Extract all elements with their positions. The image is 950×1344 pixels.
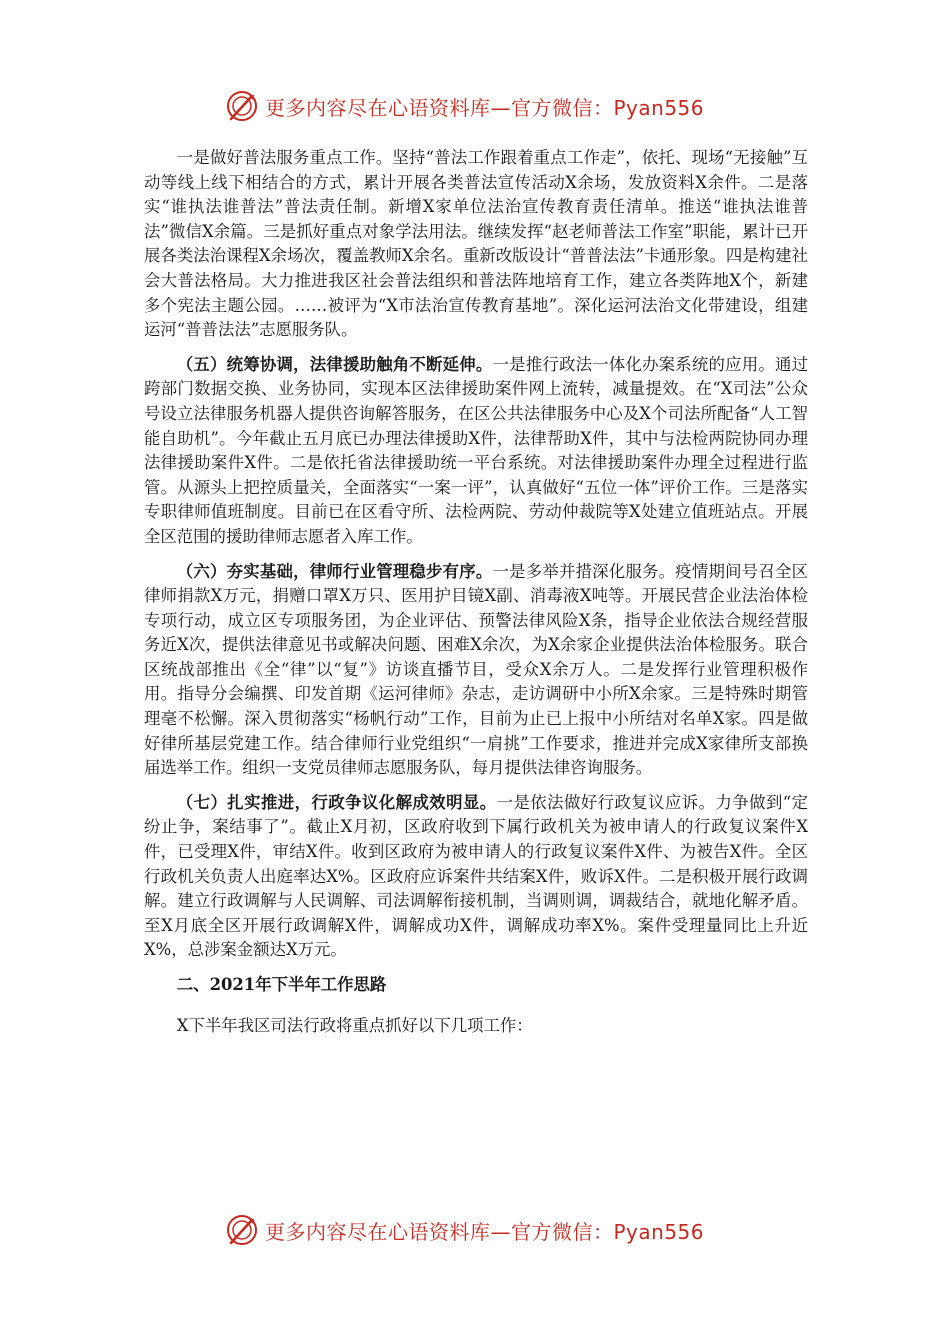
document-body xyxy=(144,146,808,1038)
section-intro: X下半年我区司法行政将重点抓好以下几项工作： xyxy=(176,1015,533,1035)
paragraph-text: 一是做好普法服务重点工作。坚持“普法工作跟着重点工作走”，依托、现场“无接触”互动等线上线下相结合的方式，累计开展各类普法宣传活动X余场，发放资料X余件。二是落实“谁执法谁普法”普法责任制。新增X家单位法治宣传教育责任清单。推送“谁执法谁普法”微信X余篇。三是抓好重点对象学法用法。继续发挥“赵老师普法工作室”职能，累计已开展各类法治课程X余场次，覆盖教师X余名。重新改版设计“普普法法”卡通形象。四是构建社会大普法格局。大力推进我区社会普法组织和普法阵地培育工作，建立各类阵地X个，新建多个宪法主题公园。……被评为“X市法治宣传教育基地”。深化运河法治文化带建设，组建运河“普普法法”志愿服务队。 xyxy=(144,148,808,340)
logo-icon xyxy=(225,1213,259,1247)
paragraph-text: 一是推行政法一体化办案系统的应用。通过跨部门数据交换、业务协同，实现本区法律援助案件网上流转，减量提效。在“X司法”公众号设立法律服务机器人提供咨询解答服务，在区公共法律服务中心及X个司法所配备“人工智能自助机”。今年截止五月底已办理法律援助X件，法律帮助X件，其中与法检两院协同办理法律援助案件X件。二是依托省法律援助统一平台系统。对法律援助案件办理全过程进行监管。从源头上把控质量关，全面落实“一案一评”，认真做好“五位一体”评价工作。三是落实专职律师值班制度。目前已在区看守所、法检两院、劳动仲裁院等X处建立值班站点。开展全区范围的援助律师志愿者入库工作。 xyxy=(144,354,809,546)
banner-text: 更多内容尽在心语资料库—官方微信：Pyan556 xyxy=(265,95,705,120)
paragraph-1 xyxy=(144,146,808,343)
footer-banner xyxy=(225,1212,704,1248)
banner-text: 更多内容尽在心语资料库—官方微信：Pyan556 xyxy=(265,1219,705,1244)
paragraph-heading: （七）扎实推进，行政争议化解成效明显。 xyxy=(176,792,497,812)
paragraph-text: 一是依法做好行政复议应诉。力争做到“定纷止争，案结事了”。截止X月初，区政府收到下属行政机关为被申请人的行政复议案件X件，已受理X件，审结X件。收到区政府为被申请人的行政复议案件X件、为被告X件。全区行政机关负责人出庭率达X%。区政府应诉案件共结案X件，败诉X件。二是积极开展行政调解。建立行政调解与人民调解、司法调解衔接机制，当调则调，调裁结合，就地化解矛盾。至X月底全区开展行政调解X件，调解成功X件，调解成功率X%。案件受理量同比上升近X%，总涉案金额达X万元。 xyxy=(144,792,808,960)
logo-icon xyxy=(225,89,259,123)
paragraph-5 xyxy=(144,353,808,550)
paragraph-7 xyxy=(144,791,808,963)
paragraph-text: 一是多举并措深化服务。疫情期间号召全区律师捐款X万元，捐赠口罩X万只、医用护目镜X副、消毒液X吨等。开展民营企业法治体检专项行动，成立区专项服务团，为企业评估、预警法律风险X条，指导企业依法合规经营服务近X次，提供法律意见书或解决问题、困难X余次，为X余家企业提供法治体检服务。联合区统战部推出《全“律”以“复”》访谈直播节目，受众X余万人。二是发挥行业管理积极作用。指导分会编撰、印发首期《运河律师》杂志，走访调研中小所X余家。三是特殊时期管理毫不松懈。深入贯彻落实“杨帆行动”工作，目前为止已上报中小所结对名单X家。四是做好律所基层党建工作。结合律师行业党组织“一肩挑”工作要求，推进并完成X家律所支部换届选举工作。组织一支党员律师志愿服务队，每月提供法律咨询服务。 xyxy=(144,561,809,778)
paragraph-6 xyxy=(144,560,808,781)
section-title: 二、2021年下半年工作思路 xyxy=(176,975,387,994)
header-banner xyxy=(225,88,704,124)
paragraph-heading: （五）统筹协调，法律援助触角不断延伸。 xyxy=(176,354,493,374)
paragraph-heading: （六）夯实基础，律师行业管理稳步有序。 xyxy=(176,561,493,581)
